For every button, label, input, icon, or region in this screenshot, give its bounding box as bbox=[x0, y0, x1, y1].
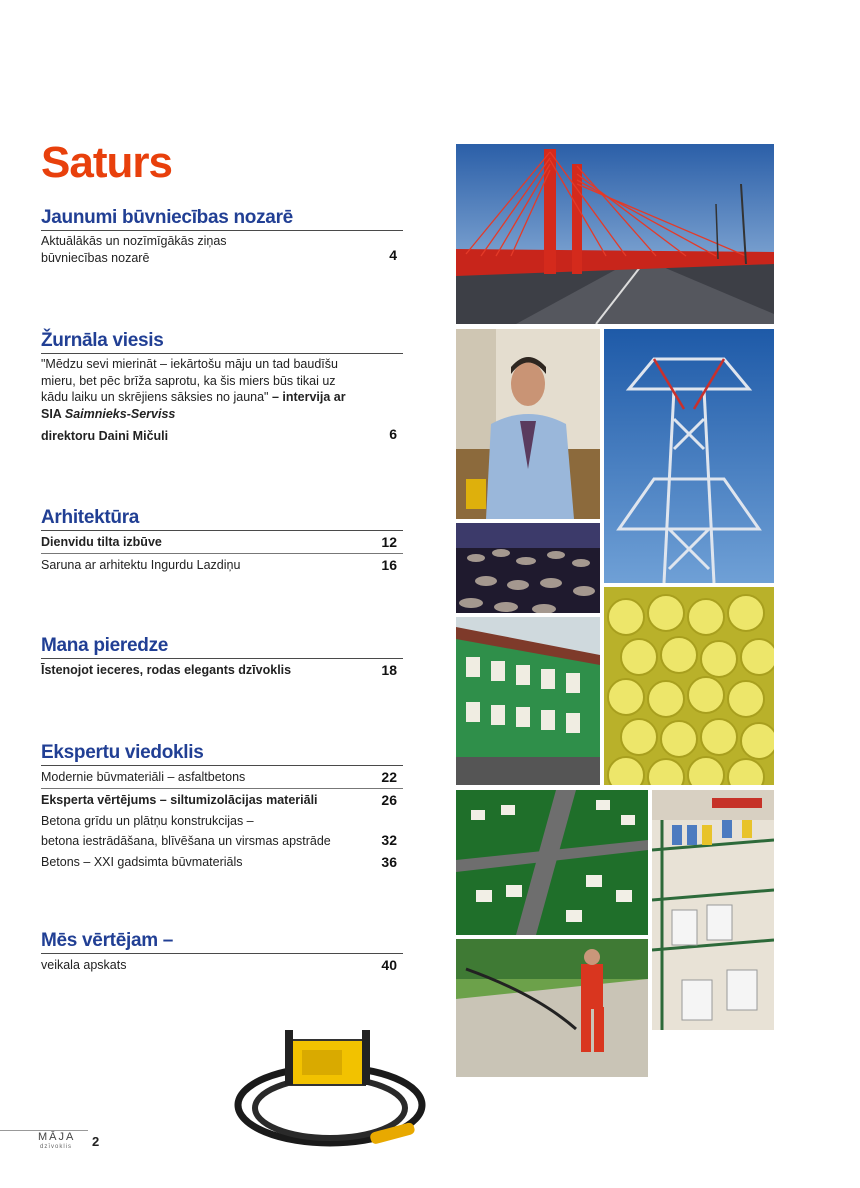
page-number: 40 bbox=[381, 957, 397, 973]
page-number: 26 bbox=[381, 792, 397, 808]
insulation-rolls-photo bbox=[604, 587, 774, 785]
entry-text: Modernie būvmateriāli – asfaltbetons bbox=[41, 770, 246, 784]
company-name: Saimnieks-Serviss bbox=[64, 406, 176, 421]
section-guest bbox=[41, 330, 403, 445]
concrete-vibrator-image bbox=[220, 1010, 430, 1160]
page-number: 22 bbox=[381, 769, 397, 785]
interview-prefix: – intervija ar SIA bbox=[41, 390, 346, 421]
entry-text-line1: Aktuālākās un nozīmīgākās ziņas bbox=[41, 234, 227, 248]
portrait-photo bbox=[456, 329, 600, 519]
housing-model-photo bbox=[456, 790, 648, 935]
green-building-photo bbox=[456, 617, 600, 785]
magazine-logo: MĀJA bbox=[38, 1131, 76, 1143]
entry-text: Eksperta vērtējums – siltumizolācijas materiāli bbox=[41, 793, 318, 807]
toc-entry[interactable] bbox=[41, 954, 403, 976]
page-number: 32 bbox=[381, 832, 397, 848]
section-heading[interactable]: Jaunumi būvniecības nozarē bbox=[41, 207, 403, 231]
tower-photo bbox=[604, 329, 774, 583]
entry-text: Dienvidu tilta izbūve bbox=[41, 535, 162, 549]
entry-text-line2: betona iestrādāšana, blīvēšana un virsmas apstrāde bbox=[41, 834, 331, 848]
section-news bbox=[41, 207, 403, 266]
interview-director: direktoru Daini Mičuli bbox=[41, 429, 169, 443]
entry-text: Īstenojot ieceres, rodas elegants dzīvoklis bbox=[41, 663, 292, 677]
page-number: 36 bbox=[381, 854, 397, 870]
toc-entry[interactable] bbox=[41, 811, 403, 851]
toc-entry[interactable] bbox=[41, 659, 403, 681]
page-number: 16 bbox=[381, 557, 397, 573]
page-number-footer: 2 bbox=[92, 1134, 100, 1149]
toc-entry[interactable] bbox=[41, 554, 403, 576]
section-experts bbox=[41, 742, 403, 873]
toc-entry[interactable] bbox=[41, 789, 403, 811]
section-evaluation bbox=[41, 930, 403, 976]
toc-entry[interactable] bbox=[41, 766, 403, 789]
entry-text-line2: būvniecības nozarē bbox=[41, 250, 150, 265]
toc-entry[interactable] bbox=[41, 231, 403, 266]
page-number: 4 bbox=[389, 247, 397, 263]
interview-quote: "Mēdzu sevi mierināt – iekārtošu māju un tad baudīšu mieru, bet pēc brīža saprotu, ka šis miers būs tikai uz kādu laiku un skrējiens sāksies no jauna" bbox=[41, 357, 338, 404]
section-experience bbox=[41, 635, 403, 681]
toc-entry[interactable] bbox=[41, 851, 403, 873]
entry-text: veikala apskats bbox=[41, 958, 127, 972]
page-number: 12 bbox=[381, 534, 397, 550]
section-heading[interactable]: Mēs vērtējam – bbox=[41, 930, 403, 954]
section-heading[interactable]: Arhitektūra bbox=[41, 507, 403, 531]
magazine-logo-sub: dzīvoklis bbox=[40, 1144, 73, 1150]
section-architecture bbox=[41, 507, 403, 576]
section-heading[interactable]: Žurnāla viesis bbox=[41, 330, 403, 354]
entry-text: Saruna ar arhitektu Ingurdu Lazdiņu bbox=[41, 558, 241, 572]
store-shelves-photo bbox=[652, 790, 774, 1030]
bridge-photo bbox=[456, 144, 774, 324]
section-heading[interactable]: Ekspertu viedoklis bbox=[41, 742, 403, 766]
concrete-worker-photo bbox=[456, 939, 648, 1077]
entry-text-line1: Betona grīdu un plātņu konstrukcijas – bbox=[41, 814, 254, 828]
page-number: 18 bbox=[381, 662, 397, 678]
page-number: 6 bbox=[389, 425, 397, 442]
toc-entry[interactable] bbox=[41, 531, 403, 554]
entry-text: Betons – XXI gadsimta būvmateriāls bbox=[41, 855, 243, 869]
toc-entry[interactable] bbox=[41, 354, 403, 445]
page-title: Saturs bbox=[41, 138, 172, 187]
section-heading[interactable]: Mana pieredze bbox=[41, 635, 403, 659]
night-lights-photo bbox=[456, 523, 600, 613]
